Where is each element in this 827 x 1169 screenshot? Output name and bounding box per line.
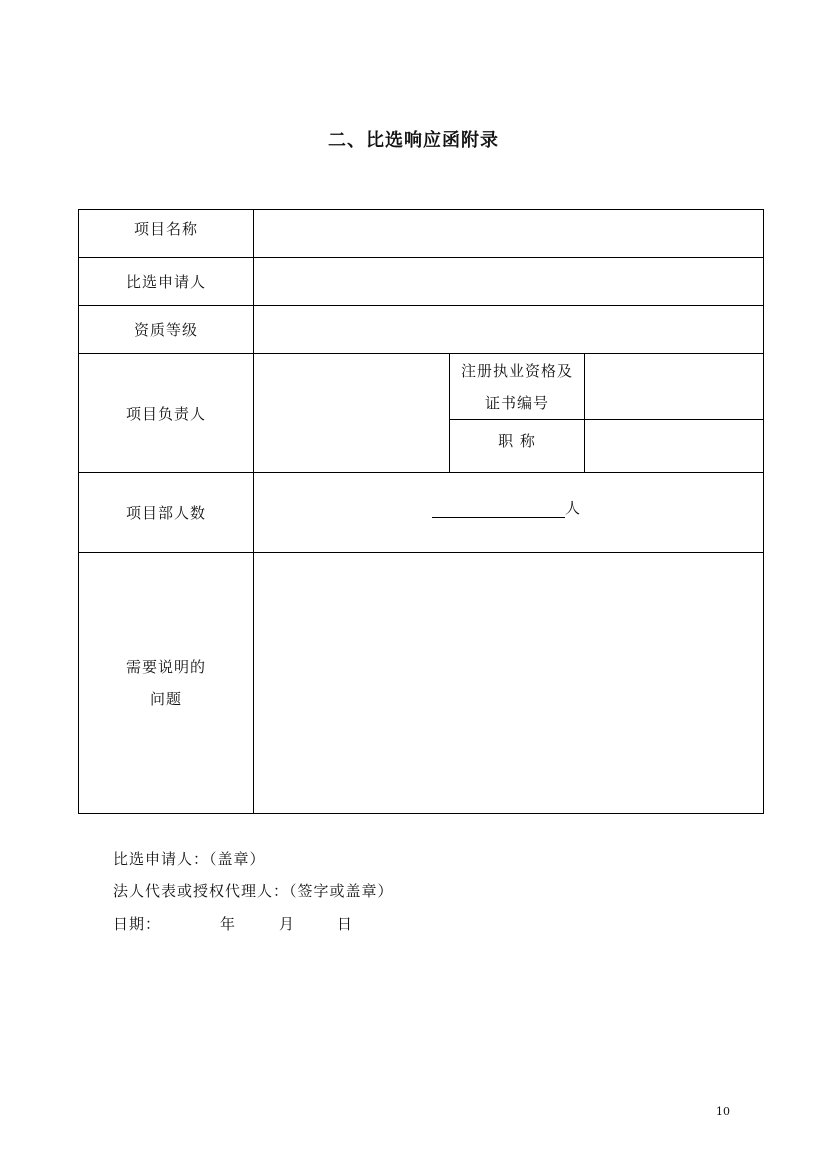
- manager-label: 项目负责人: [79, 354, 254, 473]
- signature-legal-rep: 法人代表或授权代理人：（签字或盖章）: [113, 882, 394, 900]
- registration-label: [450, 354, 585, 420]
- project-name-label: 项目名称: [79, 210, 254, 258]
- issues-label: [79, 553, 254, 814]
- registration-label-line2: 证书编号: [484, 393, 549, 412]
- applicant-field[interactable]: [254, 258, 764, 306]
- qualification-field[interactable]: [254, 306, 764, 354]
- signature-applicant: 比选申请人：（盖章）: [113, 850, 266, 868]
- date-year: 年: [220, 915, 237, 933]
- staff-count-blank[interactable]: [432, 500, 565, 518]
- page-title: 二、比选响应函附录: [328, 130, 499, 151]
- issues-label-line2: 问题: [149, 690, 182, 708]
- manager-field[interactable]: [254, 354, 450, 473]
- title-field[interactable]: [585, 420, 764, 473]
- appendix-table: [78, 209, 764, 814]
- title-label: 职 称: [450, 420, 585, 473]
- staff-count-unit: 人: [565, 499, 581, 517]
- date-month: 月: [279, 915, 296, 933]
- issues-field[interactable]: [254, 553, 764, 814]
- staff-count-group: [432, 497, 580, 517]
- staff-count-label: 项目部人数: [79, 473, 254, 553]
- registration-label-line1: 注册执业资格及: [460, 361, 573, 380]
- issues-label-line1: 需要说明的: [125, 658, 206, 676]
- signature-date: [113, 913, 353, 934]
- date-day: 日: [337, 915, 354, 933]
- qualification-label: 资质等级: [79, 306, 254, 354]
- project-name-field[interactable]: [254, 210, 764, 258]
- staff-count-cell: [254, 473, 764, 553]
- applicant-label: 比选申请人: [79, 258, 254, 306]
- registration-field[interactable]: [585, 354, 764, 420]
- page-number: 10: [716, 1105, 730, 1118]
- date-label: 日期：: [113, 915, 162, 933]
